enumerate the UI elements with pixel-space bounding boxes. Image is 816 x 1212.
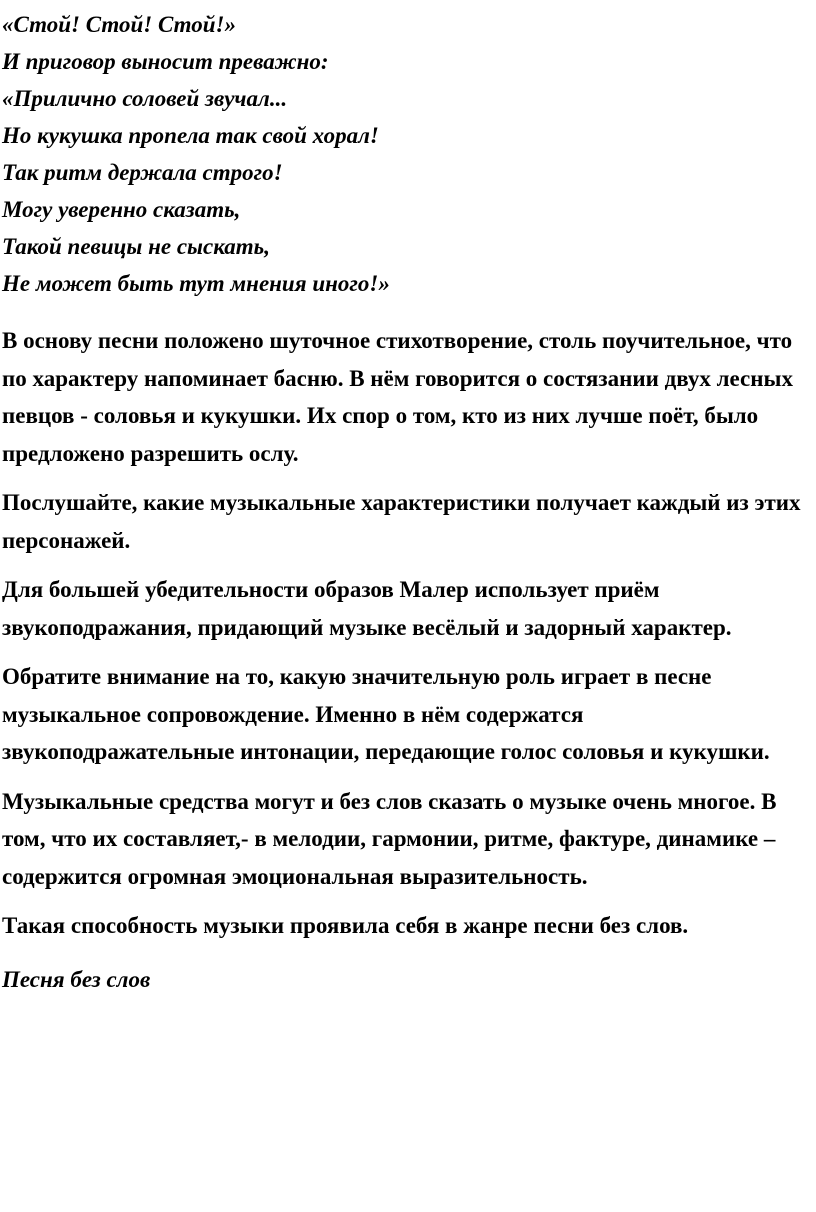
poem-line: Не может быть тут мнения иного!» [2, 271, 390, 296]
poem-line: И приговор выносит преважно: [2, 49, 329, 74]
paragraph-onomatopoeia: Для большей убедительности образов Малер использует приём звукоподражания, придающий музыке весёлый и задорный характер. [2, 577, 732, 640]
poem-line: «Прилично соловей звучал... [2, 86, 288, 111]
section-heading: Песня без слов [2, 966, 151, 992]
paragraph-musical-means: Музыкальные средства могут и без слов сказать о музыке очень многое. В том, что их составляет,- в мелодии, гармонии, ритме, фактуре, динамике – содержится огромная эмоциональная выразительность. [2, 788, 777, 889]
paragraph-song-basis: В основу песни положено шуточное стихотворение, столь поучительное, что по характеру напоминает басню. В нём говорится о состязании двух лесных певцов - соловья и кукушки. Их спор о том, кто из них лучше поёт, было предложено разрешить ослу. [2, 328, 793, 466]
poem-line: Такой певицы не сыскать, [2, 234, 270, 259]
poem-line: «Стой! Стой! Стой!» [2, 12, 236, 37]
paragraph-songs-without-words: Такая способность музыки проявила себя в жанре песни без слов. [2, 913, 689, 938]
paragraph-accompaniment: Обратите внимание на то, какую значительную роль играет в песне музыкальное сопровождение. Именно в нём содержатся звукоподражательные интонации, передающие голос соловья и кукушки. [2, 664, 770, 764]
poem-line: Но кукушка пропела так свой хорал! [2, 123, 379, 148]
poem-line: Могу уверенно сказать, [2, 197, 241, 222]
poem-line: Так ритм держала строго! [2, 160, 283, 185]
poem-quote [2, 0, 814, 302]
paragraph-listen: Послушайте, какие музыкальные характеристики получает каждый из этих персонажей. [2, 490, 801, 553]
document-page [2, 0, 814, 998]
